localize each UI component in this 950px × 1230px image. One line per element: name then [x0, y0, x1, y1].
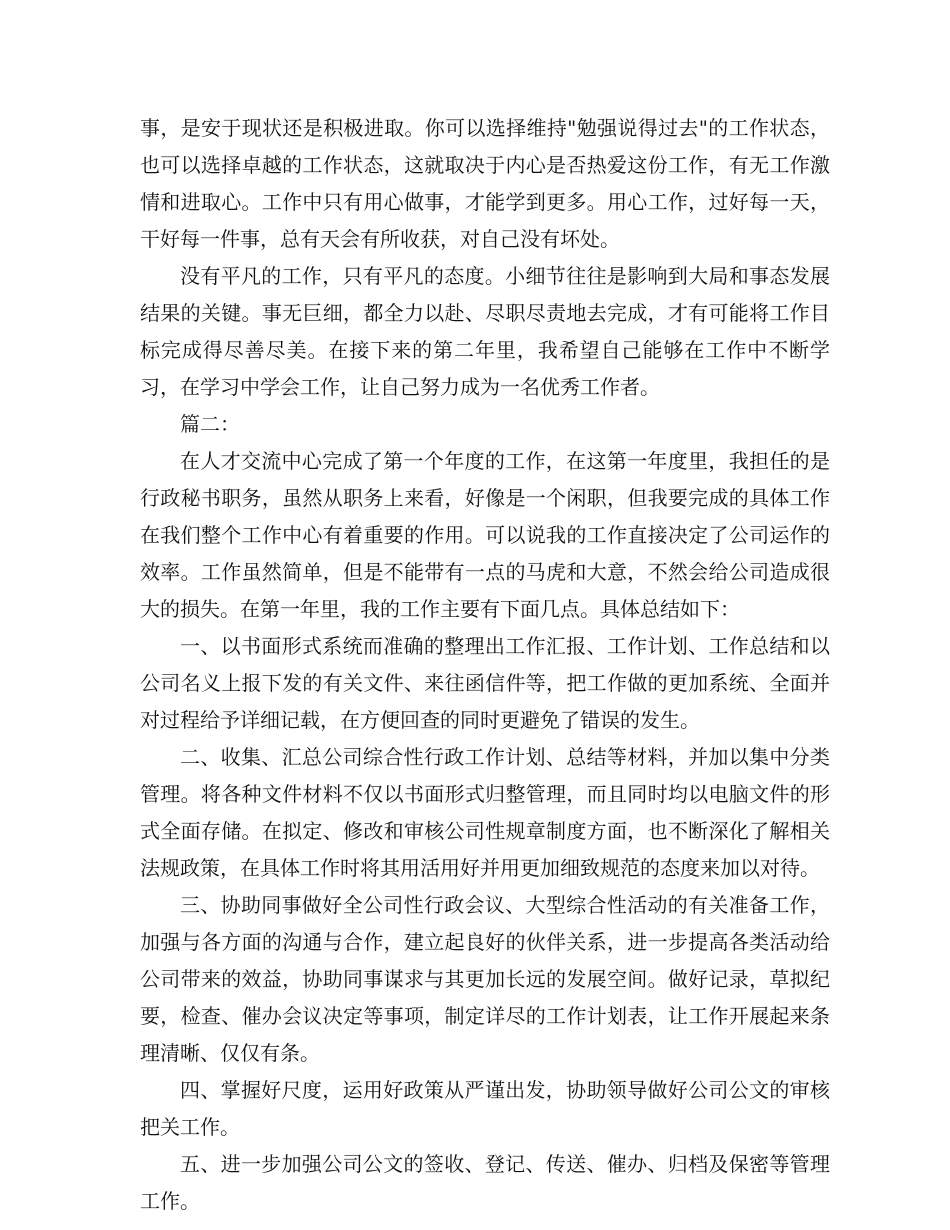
paragraph-intro-part-two: 在人才交流中心完成了第一个年度的工作，在这第一年度里，我担任的是行政秘书职务，虽然从职务上来看，好像是一个闲职，但我要完成的具体工作在我们整个工作中心有着重要的作用。可以说我的工作直接决定了公司运作的效率。工作虽然简单，但是不能带有一点的马虎和大意，不然会给公司造成很大的损失。在第一年里，我的工作主要有下面几点。具体总结如下：	[140, 449, 830, 621]
section-heading-part-two: 篇二：	[180, 412, 240, 436]
paragraph-item-three: 三、协助同事做好全公司性行政会议、大型综合性活动的有关准备工作，加强与各方面的沟通与合作，建立起良好的伙伴关系，进一步提高各类活动给公司带来的效益，协助同事谋求与其更加长远的发展空间。做好记录，草拟纪要，检查、催办会议决定等事项，制定详尽的工作计划表，让工作开展起来条理清晰、仅仅有条。	[140, 893, 830, 1065]
paragraph-item-one: 一、以书面形式系统而准确的整理出工作汇报、工作计划、工作总结和以公司名义上报下发的有关文件、来往函信件等，把工作做的更加系统、全面并对过程给予详细记载，在方便回查的同时更避免了错误的发生。	[140, 634, 830, 732]
paragraph-item-two: 二、收集、汇总公司综合性行政工作计划、总结等材料，并加以集中分类管理。将各种文件材料不仅以书面形式归整管理，而且同时均以电脑文件的形式全面存储。在拟定、修改和审核公司性规章制度方面，也不断深化了解相关法规政策，在具体工作时将其用活用好并用更加细致规范的态度来加以对待。	[140, 745, 830, 880]
paragraph-item-five: 五、进一步加强公司公文的签收、登记、传送、催办、归档及保密等管理工作。	[140, 1152, 830, 1213]
paragraph-continuation: 事，是安于现状还是积极进取。你可以选择维持"勉强说得过去"的工作状态，也可以选择卓越的工作状态，这就取决于内心是否热爱这份工作，有无工作激情和进取心。工作中只有用心做事，才能学到更多。用心工作，过好每一天，干好每一件事，总有天会有所收获，对自己没有坏处。	[140, 116, 830, 251]
paragraph-attitude: 没有平凡的工作，只有平凡的态度。小细节往往是影响到大局和事态发展结果的关键。事无巨细，都全力以赴、尽职尽责地去完成，才有可能将工作目标完成得尽善尽美。在接下来的第二年里，我希望自己能够在工作中不断学习，在学习中学会工作，让自己努力成为一名优秀工作者。	[140, 264, 830, 399]
document-body	[140, 110, 830, 1220]
paragraph-item-four: 四、掌握好尺度，运用好政策从严谨出发，协助领导做好公司公文的审核把关工作。	[140, 1078, 830, 1139]
